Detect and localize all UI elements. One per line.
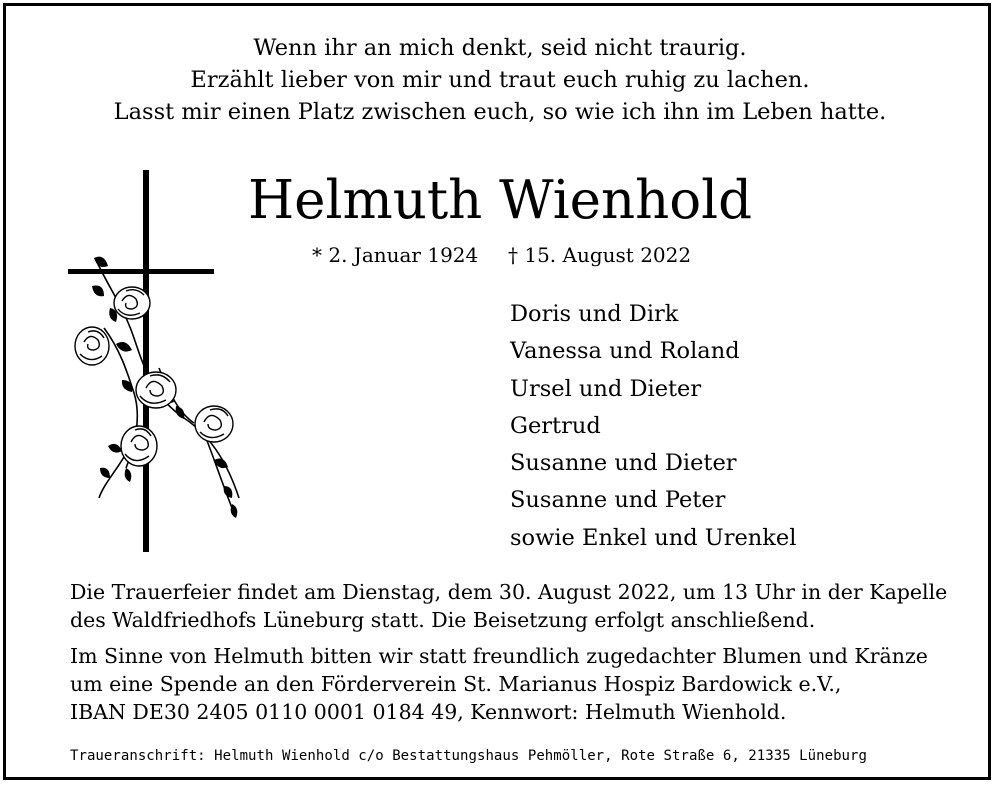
funeral-line: Die Trauerfeier findet am Dienstag, dem 30. August 2022, um 13 Uhr in der Kapelle [70,580,948,604]
donation-line: Im Sinne von Helmuth bitten wir statt freundlich zugedachter Blumen und Kränze [70,644,928,668]
mourner-entry: Ursel und Dieter [510,375,702,402]
mourning-address: Traueranschrift: Helmuth Wienhold c/o Bestattungshaus Pehmöller, Rote Straße 6, 21335 Lüneburg [70,748,867,764]
mourner-entry: Vanessa und Roland [510,338,740,365]
cross-with-roses-icon [64,168,254,558]
mourner-entry: Doris und Dirk [510,301,679,327]
deceased-name: Helmuth Wienhold [247,170,753,231]
death-date: † 15. August 2022 [508,243,692,267]
funeral-line: des Waldfriedhofs Lüneburg statt. Die Beisetzung erfolgt anschließend. [70,608,816,632]
memorial-quote [0,32,1000,128]
mourner-entry: Susanne und Peter [510,487,726,514]
birth-date: * 2. Januar 1924 [312,243,479,267]
donation-line: IBAN DE30 2405 0110 0001 0184 49, Kennwort: Helmuth Wienhold. [70,700,787,724]
mourner-entry: Gertrud [510,412,601,439]
funeral-info [70,578,947,634]
quote-line: Erzählt lieber von mir und traut euch ruhig zu lachen. [190,67,810,93]
mourner-entry: sowie Enkel und Urenkel [510,524,797,551]
donation-info [70,642,928,726]
mourner-entry: Susanne und Dieter [510,450,737,477]
donation-line: um eine Spende an den Förderverein St. Marianus Hospiz Bardowick e.V., [70,672,842,696]
quote-line: Lasst mir einen Platz zwischen euch, so wie ich ihn im Leben hatte. [113,99,887,125]
quote-line: Wenn ihr an mich denkt, seid nicht traurig. [253,35,747,61]
mourners-list [510,296,796,557]
